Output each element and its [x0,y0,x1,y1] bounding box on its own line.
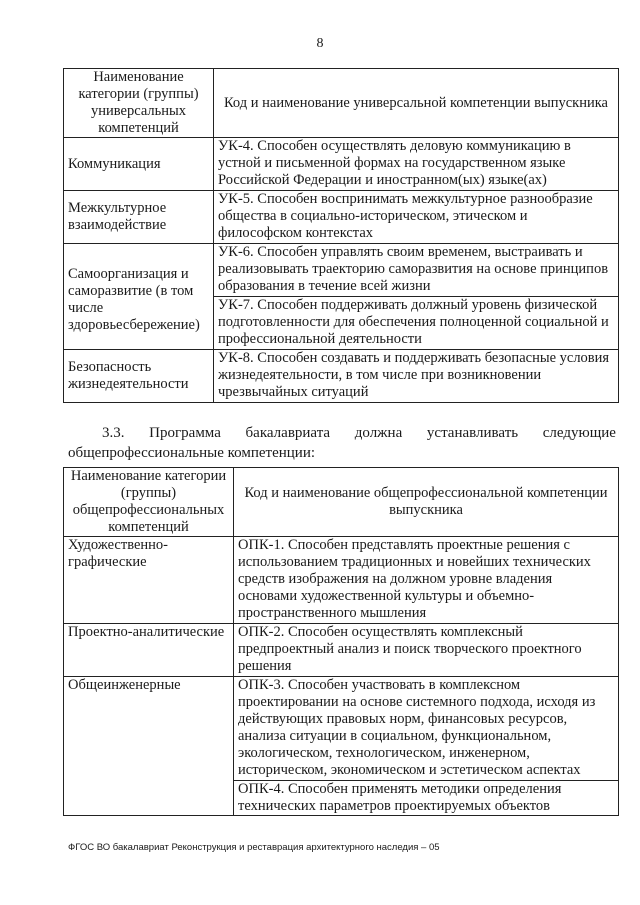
header-category: Наименование категории (группы) универсальных компетенций [64,69,214,138]
table-header-row [64,468,619,537]
paragraph-word: устанавливать [426,425,519,441]
footer-note: ФГОС ВО бакалавриат Реконструкция и реставрация архитектурного наследия – 05 [68,842,440,853]
category-cell: Общеинженерные [64,677,234,816]
table-row [64,138,619,191]
category-cell: Межкультурное взаимодействие [64,191,214,244]
table-row [64,191,619,244]
category-cell: Художественно-графические [64,537,234,624]
table-row [64,244,619,297]
category-cell: Безопасность жизнедеятельности [64,350,214,403]
section-paragraph [68,423,616,463]
table-header-row [64,69,619,138]
header-code: Код и наименование универсальной компетенции выпускника [214,69,619,138]
competence-cell: ОПК-3. Способен участвовать в комплексном проектировании на основе системного подхода, исходя из действующих правовых норм, финансовых ресурсов, анализа ситуации в социальном, функциональном, экологическом, технологическом, инженерном, историческом, экономическом и эстетическом аспектах [234,677,619,781]
paragraph-word: Программа [149,425,221,441]
competence-cell: ОПК-2. Способен осуществлять комплексный предпроектный анализ и поиск творческого проектного решения [234,624,619,677]
competence-cell: ОПК-1. Способен представлять проектные решения с использованием традиционных и новейших технических средств изображения на должном уровне владения основами художественной культуры и объемно-пространственного мышления [234,537,619,624]
paragraph-word: следующие [542,425,616,441]
competence-cell: УК-7. Способен поддерживать должный уровень физической подготовленности для обеспечения полноценной социальной и профессиональной деятельности [214,297,619,350]
table-row [64,350,619,403]
competence-cell: УК-4. Способен осуществлять деловую коммуникацию в устной и письменной формах на государственном языке Российской Федерации и иностранном(ых) языке(ах) [214,138,619,191]
universal-competences-table [63,68,619,403]
category-cell: Проектно-аналитические [64,624,234,677]
table-row [64,537,619,624]
category-cell: Коммуникация [64,138,214,191]
paragraph-line-2: общепрофессиональные компетенции: [68,445,316,461]
header-code: Код и наименование общепрофессиональной компетенции выпускника [234,468,619,537]
paragraph-line-1 [68,423,616,443]
competence-cell: ОПК-4. Способен применять методики определения технических параметров проектируемых объектов [234,781,619,816]
page-number: 8 [316,36,324,51]
header-category: Наименование категории (группы) общепрофессиональных компетенций [64,468,234,537]
competence-cell: УК-6. Способен управлять своим временем, выстраивать и реализовывать траекторию саморазвития на основе принципов образования в течение всей жизни [214,244,619,297]
paragraph-word: должна [354,425,403,441]
category-cell: Самоорганизация и саморазвитие (в том числе здоровьесбережение) [64,244,214,350]
table-row [64,677,619,781]
competence-cell: УК-5. Способен воспринимать межкультурное разнообразие общества в социально-историческом, этическом и философском контекстах [214,191,619,244]
general-professional-competences-table [63,467,619,816]
competence-cell: УК-8. Способен создавать и поддерживать безопасные условия жизнедеятельности, в том числе при возникновении чрезвычайных ситуаций [214,350,619,403]
paragraph-word: 3.3. [102,425,125,441]
table-row [64,624,619,677]
paragraph-word: бакалавриата [245,425,331,441]
